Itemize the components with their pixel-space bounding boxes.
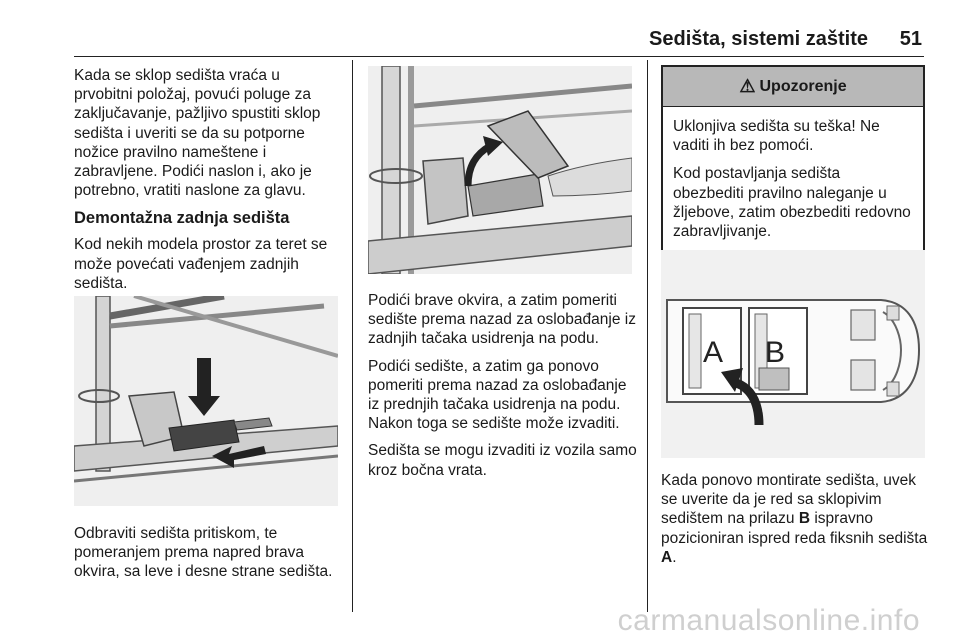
warning-title: Upozorenje [759, 77, 847, 95]
figure-seat-rows [661, 250, 925, 458]
reinstall-caption [661, 471, 931, 567]
warning-header [663, 67, 923, 107]
caption-label-a: A [661, 548, 673, 566]
warning-install-text: Kod postavljanja sedišta obezbediti pravilno naleganje u žljebove, zatim obezbediti redovno zabravljivanje. [673, 165, 911, 241]
removable-seats-paragraph: Kod nekih modela prostor za teret se može povećati vađenjem zadnjih sedišta. [74, 236, 328, 292]
column-divider-2 [647, 60, 648, 612]
warning-body [663, 107, 923, 241]
van-seat-layout-diagram [661, 250, 925, 458]
caption-text-2: ispravno pozicioniran ispred reda fiksnih sedišta [661, 510, 928, 547]
figure-seat-unlock [74, 296, 338, 506]
unlock-caption: Odbraviti sedišta pritiskom, te pomeranjem prema napred brava okvira, sa leve i desne strane sedišta. [74, 525, 333, 581]
row-a-label: A [703, 336, 724, 369]
page-number: 51 [899, 28, 922, 50]
column-2 [368, 291, 638, 488]
section-heading: Demontažna zadnja sedišta [74, 209, 290, 228]
step-front-anchors: Podići sedište, a zatim ga ponovo pomeriti prema nazad za oslobađanje iz prednjih tačaka usidrenja na podu. Nakon toga se sedište može izvaditi. [368, 357, 627, 433]
warning-heavy-text: Uklonjiva sedišta su teška! Ne vaditi ih bez pomoći. [673, 118, 880, 155]
caption-text-3: . [672, 548, 677, 566]
header-rule [74, 56, 924, 57]
warning-box [661, 65, 925, 263]
column-1 [74, 66, 342, 301]
section-title: Sedišta, sistemi zaštite [649, 28, 868, 50]
step-rear-anchors: Podići brave okvira, a zatim pomeriti sedište prema nazad za oslobađanje iz zadnjih tačaka usidrenja na podu. [368, 292, 636, 348]
page-header [0, 22, 960, 52]
figure-3-caption [661, 471, 931, 575]
seat-lift-illustration [368, 66, 632, 274]
row-b-label: B [765, 336, 786, 369]
intro-paragraph: Kada se sklop sedišta vraća u prvobitni položaj, povući poluge za zaključavanje, pažljivo spustiti sklop sedišta i uveriti se da su potporne nožice pravilno nameštene i zabravljene. Podići naslon i, ako je potrebno, vratiti naslone za glavu. [74, 67, 321, 200]
caption-label-b: B [798, 510, 811, 528]
figure-seat-lift [368, 66, 632, 274]
column-divider-1 [352, 60, 353, 612]
seat-unlock-illustration [74, 296, 338, 506]
caption-text-1: Kada ponovo montirate sedišta, uvek se uverite da je red sa sklopivim sedištem na prilazu [661, 472, 917, 528]
side-door-note: Sedišta se mogu izvaditi iz vozila samo kroz bočna vrata. [368, 442, 637, 479]
watermark: carmanualsonline.info [617, 604, 920, 637]
warning-triangle-icon: ⚠ [739, 76, 756, 96]
figure-1-caption [74, 524, 342, 590]
